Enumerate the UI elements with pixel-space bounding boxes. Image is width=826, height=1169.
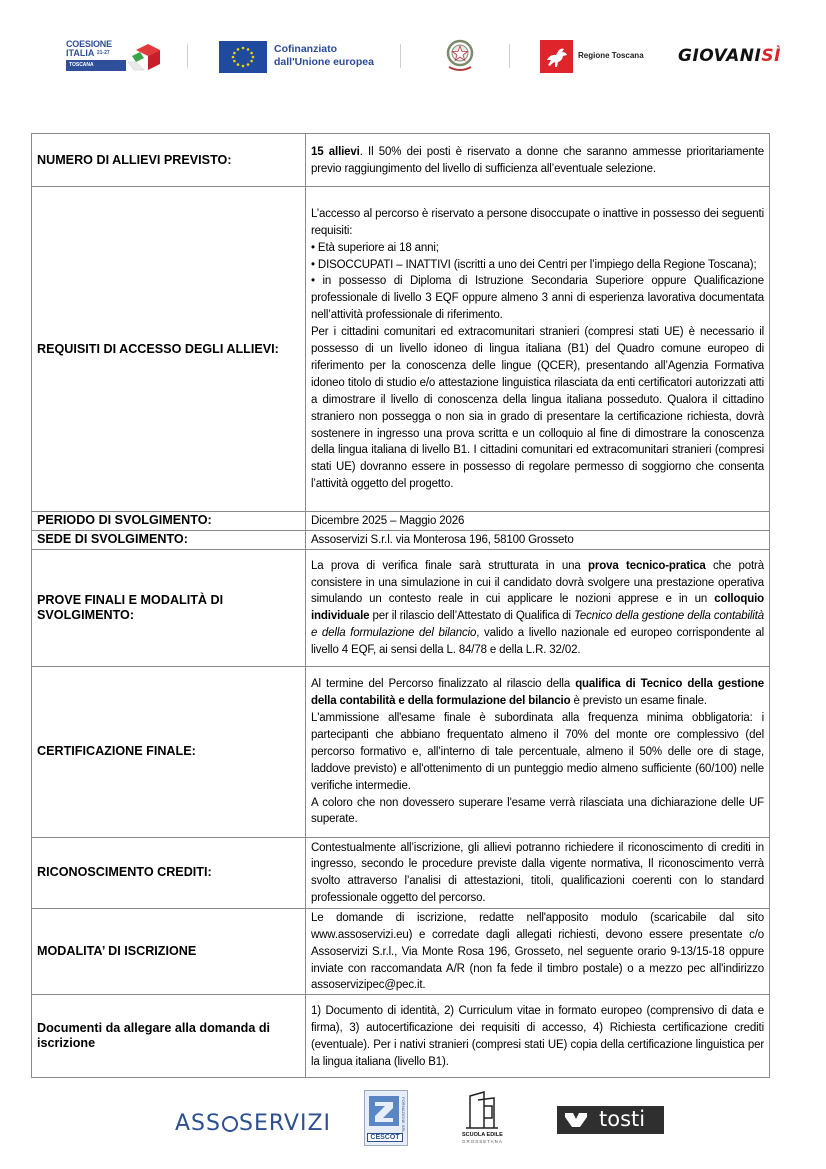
table-row xyxy=(32,134,770,187)
table-row xyxy=(32,512,770,531)
row-value: Le domande di iscrizione, redatte nell'apposito modulo (scaricabile dal sito www.assoservizi.eu) e corredate dagli allegati richiesti, devono essere presentate c/o Assoservizi S.r.l., Via Monte Rosa 196, Grosseto, nel seguente orario 9-13/15-18 oppure inviate con raccomandata A/R (non fa fede il timbro postale) o a mezzo pec all'indirizzo assoservizipec@pec.it. xyxy=(306,908,770,995)
tosti-mark-icon xyxy=(565,1113,587,1127)
regione-toscana-label: Regione Toscana xyxy=(578,51,644,60)
row-value: Dicembre 2025 – Maggio 2026 xyxy=(306,512,770,531)
cescot-logo: CESCOT FORMAZIONE SRL xyxy=(364,1090,408,1146)
table-row xyxy=(32,666,770,837)
table-row xyxy=(32,837,770,908)
course-info-table xyxy=(31,133,770,1078)
row-label: REQUISITI DI ACCESSO DEGLI ALLIEVI: xyxy=(32,187,306,512)
footer-logos xyxy=(0,1085,826,1165)
table-row xyxy=(32,530,770,549)
row-label: NUMERO DI ALLIEVI PREVISTO: xyxy=(32,134,306,187)
row-value: 15 allievi. Il 50% dei posti è riservato a donne che saranno ammesse prioritariamente previo raggiungimento del livello di sufficienza all’eventuale selezione. xyxy=(306,134,770,187)
regione-toscana-pegasus-icon xyxy=(540,40,573,73)
logo-divider xyxy=(400,44,401,68)
building-icon xyxy=(462,1088,502,1130)
row-value: La prova di verifica finale sarà strutturata in una prova tecnico-pratica che potrà consistere in una simulazione in cui il candidato dovrà svolgere una prestazione operativa simulando un contesto reale in cui applicare le nozioni apprese e in un colloquio individuale per il rilascio dell’Attestato di Qualifica di Tecnico della gestione della contabilità e della formulazione del bilancio, valido a livello nazionale ed europeo corrispondente al livello 4 EQF, ai sensi della L. 84/78 e della L.R. 32/02. xyxy=(306,549,770,666)
row-value: 1) Documento di identità, 2) Curriculum vitae in formato europeo (comprensivo di data e firma), 3) autocertificazione dei requisiti di accesso, 4) Richiesta certificazione crediti (eventuale). Per i nativi stranieri (compresi stati UE) copia della certificazione linguistica per la lingua italiana (livello B1). xyxy=(306,995,770,1078)
assoservizi-o-icon xyxy=(222,1116,238,1132)
coesione-cube-icon xyxy=(124,42,164,72)
table-row xyxy=(32,995,770,1078)
assoservizi-logo: ASS SERVIZI xyxy=(175,1111,332,1136)
italian-emblem-icon xyxy=(444,38,476,74)
row-label: CERTIFICAZIONE FINALE: xyxy=(32,666,306,837)
coesione-italia-logo xyxy=(66,40,158,74)
bullet-item: • Età superiore ai 18 anni; xyxy=(311,241,439,254)
row-label: PERIODO DI SVOLGIMENTO: xyxy=(32,512,306,531)
logo-divider xyxy=(187,44,188,68)
row-label: RICONOSCIMENTO CREDITI: xyxy=(32,837,306,908)
eu-cofinanziato-text: Cofinanziato dall'Unione europea xyxy=(274,43,374,68)
eu-flag-icon xyxy=(219,41,267,73)
table-row xyxy=(32,908,770,995)
table-row xyxy=(32,187,770,512)
tosti-logo: tosti xyxy=(557,1106,664,1134)
coesione-band: TOSCANA xyxy=(66,60,126,71)
row-value: Assoservizi S.r.l. via Monterosa 196, 58100 Grosseto xyxy=(306,530,770,549)
row-value: Al termine del Percorso finalizzato al rilascio della qualifica di Tecnico della gestione della contabilità e della formulazione del bilancio è previsto un esame finale. L'ammissione all'esame finale è subordinata alla frequenza minima obbligatoria: i partecipanti che abbiano frequentato almeno il 70% del monte ore complessivo (del percorso formativo e, all’interno di tale percentuale, almeno il 50% delle ore di stage, laddove previsto) e all'ottenimento di un punteggio medio almeno sufficiente (60/100) nelle verifiche intermedie. A coloro che non dovessero superare l'esame verrà rilasciata una dichiarazione delle UF superate. xyxy=(306,666,770,837)
scuola-edile-logo: SCUOLA EDILE GROSSETANA xyxy=(462,1088,522,1154)
row-value: Contestualmente all’iscrizione, gli allievi potranno richiedere il riconoscimento di crediti in ingresso, secondo le procedure previste dalla vigente normativa, Il riconoscimento verrà svolto attraverso l’analisi di attestazioni, titoli, qualificazioni coerenti con lo standard professionale oggetto del percorso. xyxy=(306,837,770,908)
coesione-years: 21-27 xyxy=(96,50,110,56)
table-row xyxy=(32,549,770,666)
row-label: PROVE FINALI E MODALITÀ DI SVOLGIMENTO: xyxy=(32,549,306,666)
row-label: MODALITA’ DI ISCRIZIONE xyxy=(32,908,306,995)
logo-divider xyxy=(509,44,510,68)
bullet-item: • DISOCCUPATI – INATTIVI (iscritti a uno dei Centri per l’impiego della Regione Toscana); xyxy=(311,258,757,271)
cescot-mark-icon xyxy=(369,1096,399,1126)
coesione-line2: ITALIA $^{21-27}$ xyxy=(66,48,110,58)
row-value: L’accesso al percorso è riservato a persone disoccupate o inattive in possesso dei seguenti requisiti: • Età superiore ai 18 anni; • DISOCCUPATI – INATTIVI (iscritti a uno dei Centri per l’impiego della Regione Toscana); • in possesso di Diploma di Istruzione Secondaria Superiore oppure Qualificazione professionale di livello 3 EQF oppure almeno 3 anni di esperienza lavorativa documentata nell’attività professionale di riferimento. Per i cittadini comunitari ed extracomunitari stranieri (compresi stati UE) è necessario il possesso di un livello idoneo di lingua italiana (B1) del Quadro comune europeo di riferimento per la conoscenza delle lingue (QCER), presentando all’Agenzia Formativa idoneo titolo di studio e/o attestazione linguistica rilasciata da enti certificatori autorizzati atti a dimostrare il livello di conoscenza della lingua italiana posseduto. Qualora il cittadino straniero non possegga o non sia in grado di presentare la certificazione richiesta, dovrà sostenere in ingresso una prova scritta e un colloquio al fine di dimostrare la conoscenza della lingua italiana di livello B1. I cittadini comunitari ed extracomunitari stranieri (compresi stati UE) dovranno essere in possesso di regolare permesso di soggiorno che consenta l’attività oggetto del progetto. xyxy=(306,187,770,512)
row-label: SEDE DI SVOLGIMENTO: xyxy=(32,530,306,549)
coesione-line1: COESIONE xyxy=(66,39,112,49)
row-label: Documenti da allegare alla domanda di iscrizione xyxy=(32,995,306,1078)
giovani-si-logo: GIOVANISÌ xyxy=(678,46,781,66)
bullet-item: • in possesso di Diploma di Istruzione Secondaria Superiore oppure Qualificazione professionale di livello 3 EQF oppure almeno 3 anni di esperienza lavorativa documentata nell’attività professionale di riferimento. xyxy=(311,275,764,322)
